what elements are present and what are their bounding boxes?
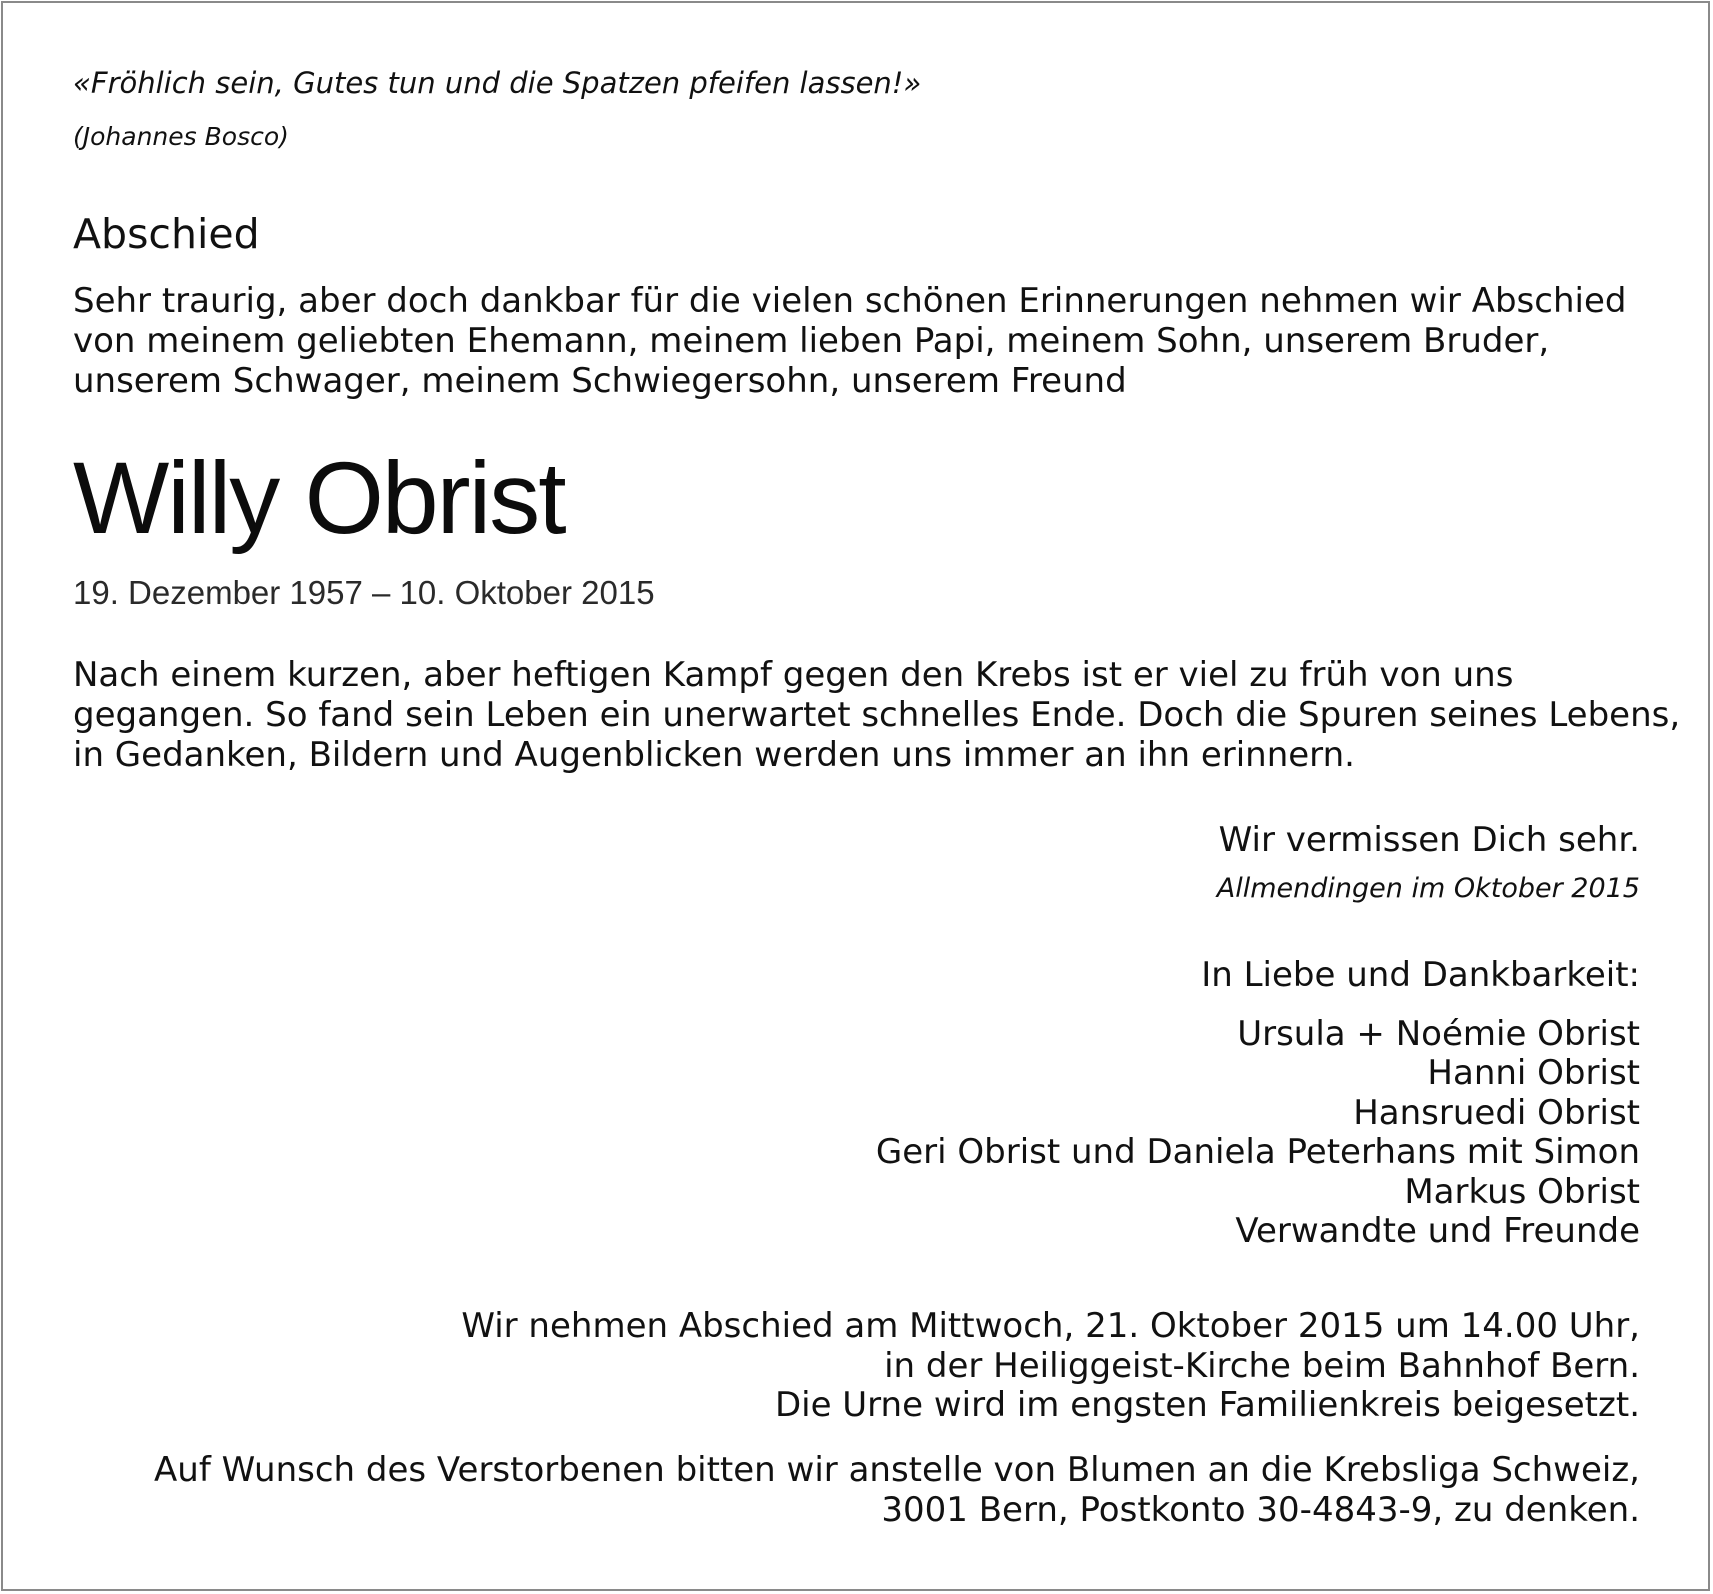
donation-line: Auf Wunsch des Verstorbenen bitten wir anstelle von Blumen an die Krebsliga Schweiz, (154, 1450, 1640, 1490)
place-and-date: Allmendingen im Oktober 2015 (1216, 873, 1640, 904)
tribute-line: Nach einem kurzen, aber heftigen Kampf gegen den Krebs ist er viel zu früh von uns (73, 655, 1514, 695)
deceased-name: Willy Obrist (73, 441, 565, 555)
closing-line: Wir vermissen Dich sehr. (1218, 820, 1640, 860)
mourners-intro: In Liebe und Dankbarkeit: (1201, 955, 1640, 995)
tribute-line: gegangen. So fand sein Leben ein unerwartet schnelles Ende. Doch die Spuren seines Lebens, (73, 695, 1681, 735)
service-line: Die Urne wird im engsten Familienkreis beigesetzt. (774, 1385, 1640, 1425)
tribute-line: in Gedanken, Bildern und Augenblicken werden uns immer an ihn erinnern. (73, 735, 1355, 775)
epigraph-author: (Johannes Bosco) (73, 122, 289, 151)
intro-line: unserem Schwager, meinem Schwiegersohn, unserem Freund (73, 361, 1127, 401)
mourner-name: Geri Obrist und Daniela Peterhans mit Simon (875, 1132, 1640, 1172)
epigraph-quote: «Fröhlich sein, Gutes tun und die Spatzen pfeifen lassen!» (73, 66, 922, 100)
intro-line: Sehr traurig, aber doch dankbar für die vielen schönen Erinnerungen nehmen wir Abschied (73, 281, 1627, 321)
section-heading: Abschied (73, 210, 260, 258)
mourner-name: Markus Obrist (1404, 1172, 1640, 1212)
mourner-name: Ursula + Noémie Obrist (1237, 1014, 1640, 1054)
mourner-name: Hanni Obrist (1427, 1053, 1640, 1093)
life-dates: 19. Dezember 1957 – 10. Oktober 2015 (73, 574, 655, 611)
service-line: in der Heiliggeist-Kirche beim Bahnhof Bern. (884, 1346, 1640, 1386)
mourner-name: Hansruedi Obrist (1353, 1093, 1640, 1133)
service-line: Wir nehmen Abschied am Mittwoch, 21. Oktober 2015 um 14.00 Uhr, (461, 1306, 1640, 1346)
intro-line: von meinem geliebten Ehemann, meinem lieben Papi, meinem Sohn, unserem Bruder, (73, 321, 1550, 361)
donation-line: 3001 Bern, Postkonto 30-4843-9, zu denken. (881, 1490, 1640, 1530)
mourner-name: Verwandte und Freunde (1235, 1211, 1640, 1251)
